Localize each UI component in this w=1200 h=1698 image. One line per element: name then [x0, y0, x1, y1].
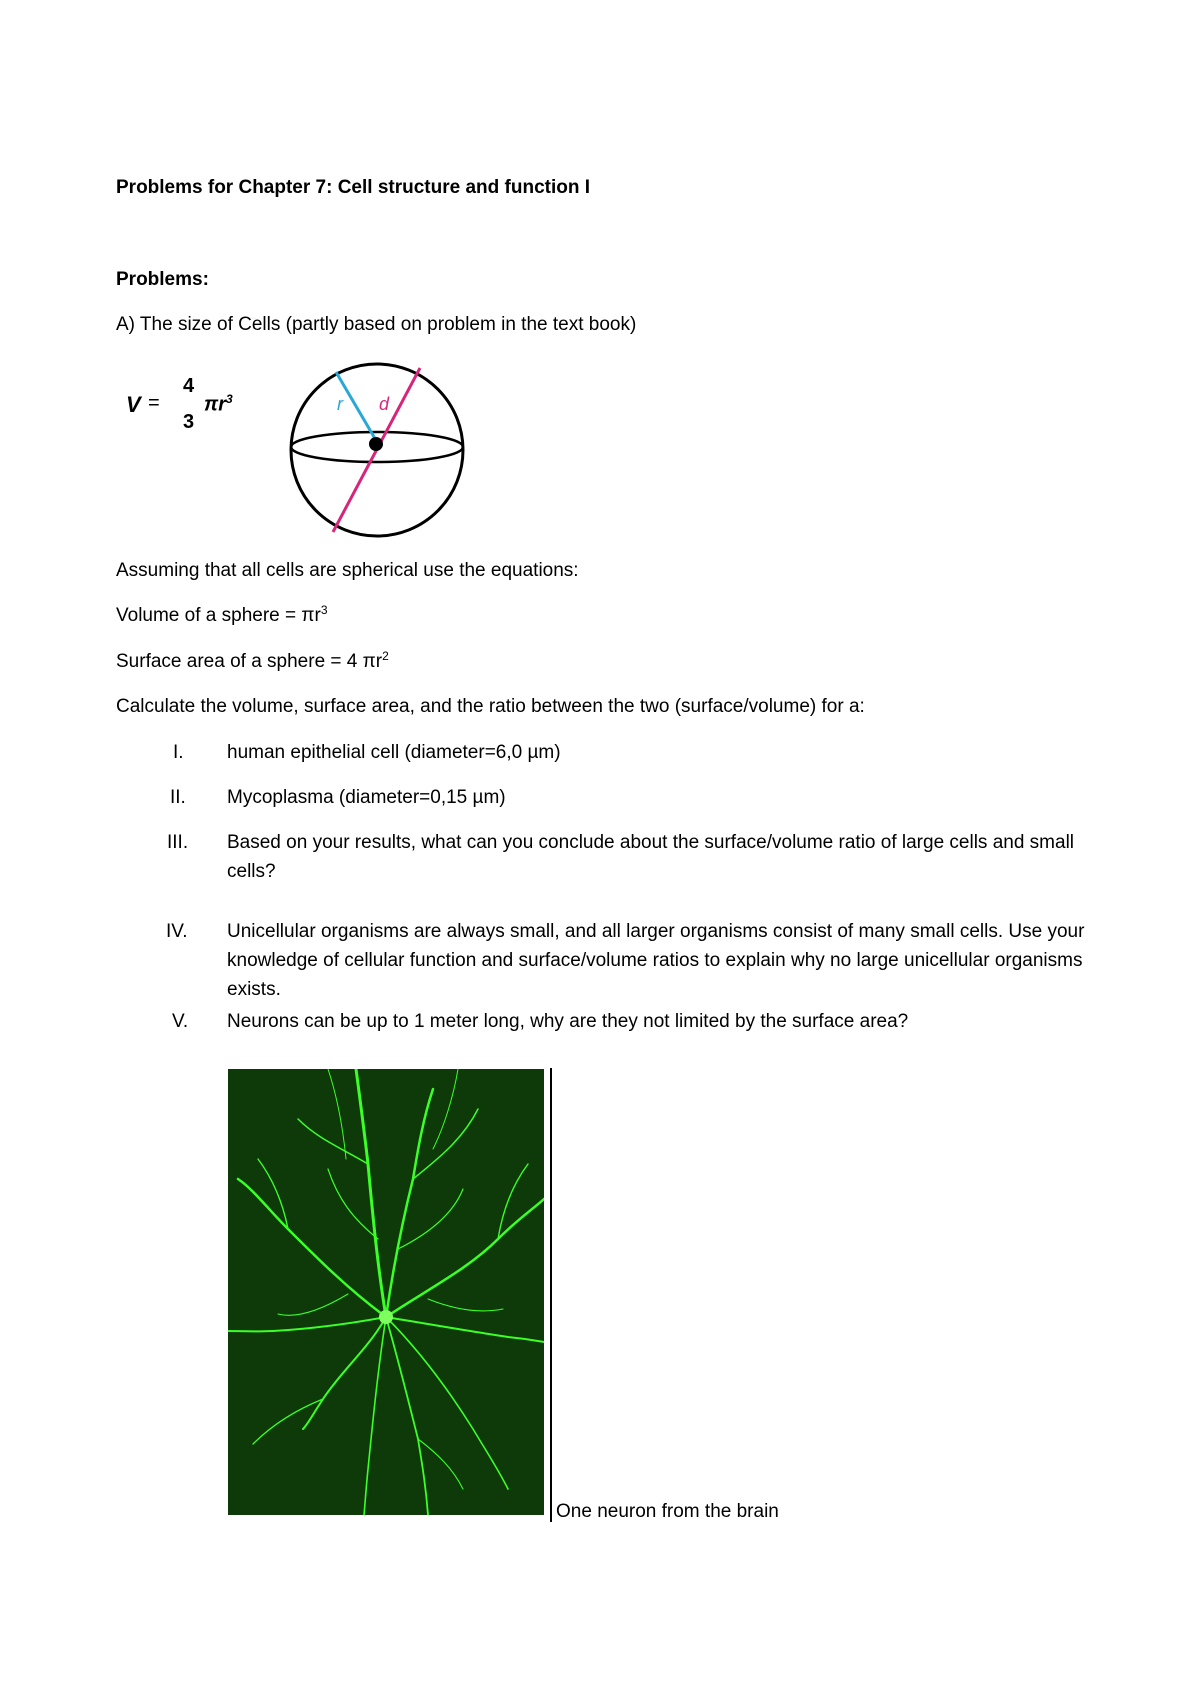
list-item-number: I. [173, 742, 184, 763]
volume-equation: Volume of a sphere = $\pi r^3$ [116, 603, 328, 626]
r-label: r [337, 394, 343, 414]
formula-pi-r: $\pi r^3$ [204, 392, 233, 416]
assumption-text: Assuming that all cells are spherical use the equations: [116, 560, 579, 581]
formula-numerator: 4 [183, 375, 195, 397]
list-item-text: Based on your results, what can you conclude about the surface/volume ratio of large cells and small cells? [227, 832, 1075, 882]
formula-v: V [126, 392, 141, 417]
page-title: Problems for Chapter 7: Cell structure and function I [116, 177, 591, 198]
list-item-text: Neurons can be up to 1 meter long, why are they not limited by the surface area? [227, 1011, 909, 1032]
neuron-image [228, 1069, 544, 1515]
volume-formula [126, 375, 246, 435]
d-label: d [379, 394, 390, 414]
list-item-number: II. [170, 787, 186, 808]
formula-denominator: 3 [183, 411, 195, 433]
problems-heading: Problems: [116, 269, 209, 290]
neuron-caption: One neuron from the brain [556, 1501, 779, 1522]
list-item-number: IV. [166, 921, 188, 942]
list-item-text: Mycoplasma (diameter=0,15 µm) [227, 787, 506, 808]
sphere-diagram [287, 360, 467, 540]
sphere-center-dot [369, 437, 383, 451]
list-item-text: human epithelial cell (diameter=6,0 µm) [227, 742, 561, 763]
caption-divider [550, 1068, 552, 1522]
neuron-soma [379, 1310, 393, 1324]
list-item-number: V. [172, 1011, 189, 1032]
neuron-background [228, 1069, 544, 1515]
surface-equation: Surface area of a sphere = 4 $\pi r^2$ [116, 649, 389, 672]
list-item-text: Unicellular organisms are always small, and all larger organisms consist of many small cells. Use your knowledge of cellular function and surface/volume ratios to explain why no large unicellular organisms exists. [227, 921, 1085, 1000]
section-a-heading: A) The size of Cells (partly based on problem in the text book) [116, 314, 637, 335]
list-item-number: III. [167, 832, 189, 853]
calculate-instruction: Calculate the volume, surface area, and the ratio between the two (surface/volume) for a: [116, 696, 865, 717]
formula-equals: = [148, 392, 160, 414]
